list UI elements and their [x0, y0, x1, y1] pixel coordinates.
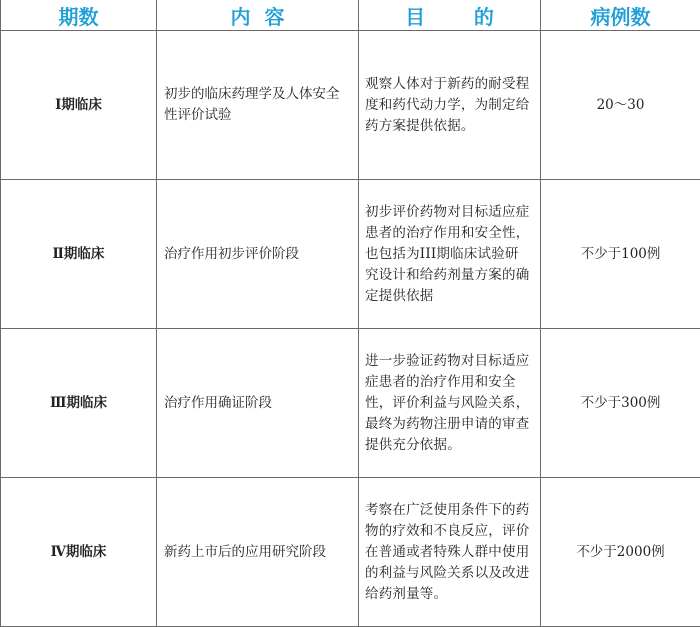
phase-cell: Ⅲ期临床 [1, 329, 157, 478]
phase-cell: Ⅳ期临床 [1, 478, 157, 627]
table-row [1, 478, 700, 627]
cases-cell: 20～30 [541, 31, 700, 180]
header-purpose: 目 的 [359, 0, 541, 31]
content-cell: 治疗作用确证阶段 [157, 329, 359, 478]
cases-cell: 不少于100例 [541, 180, 700, 329]
content-cell: 初步的临床药理学及人体安全性评价试验 [157, 31, 359, 180]
purpose-cell: 考察在广泛使用条件下的药物的疗效和不良反应，评价在普通或者特殊人群中使用的利益与风险关系以及改进给药剂量等。 [359, 478, 541, 627]
purpose-cell: 初步评价药物对目标适应症患者的治疗作用和安全性，也包括为III期临床试验研究设计和给药剂量方案的确定提供依据 [359, 180, 541, 329]
header-cases: 病例数 [541, 0, 700, 31]
table-row [1, 31, 700, 180]
content-cell: 治疗作用初步评价阶段 [157, 180, 359, 329]
table-row [1, 329, 700, 478]
cases-cell: 不少于2000例 [541, 478, 700, 627]
header-phase: 期数 [1, 0, 157, 31]
cases-cell: 不少于300例 [541, 329, 700, 478]
phase-cell: Ⅰ期临床 [1, 31, 157, 180]
purpose-cell: 进一步验证药物对目标适应症患者的治疗作用和安全性，评价利益与风险关系，最终为药物注册申请的审查提供充分依据。 [359, 329, 541, 478]
phase-cell: Ⅱ期临床 [1, 180, 157, 329]
header-row [1, 0, 700, 31]
table-row [1, 180, 700, 329]
header-content: 内 容 [157, 0, 359, 31]
content-cell: 新药上市后的应用研究阶段 [157, 478, 359, 627]
purpose-cell: 观察人体对于新药的耐受程度和药代动力学，为制定给药方案提供依据。 [359, 31, 541, 180]
